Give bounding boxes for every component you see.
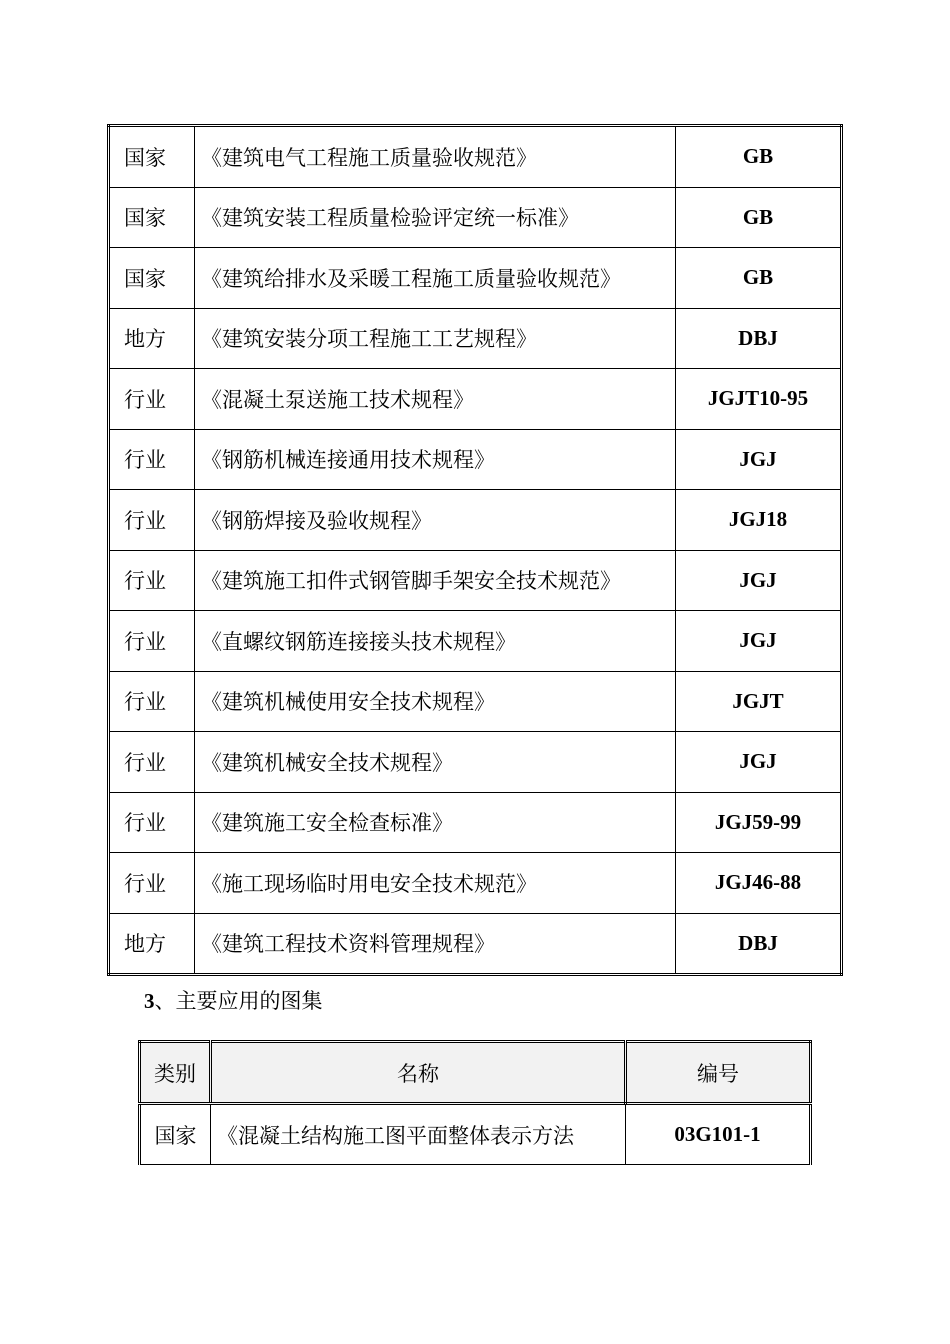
- cell-code: JGJ59-99: [676, 792, 842, 853]
- cell-name: 《建筑电气工程施工质量验收规范》: [195, 126, 676, 188]
- cell-category: 行业: [109, 792, 195, 853]
- cell-name: 《钢筋焊接及验收规程》: [195, 490, 676, 551]
- cell-code: 03G101-1: [626, 1104, 811, 1165]
- cell-code: JGJ18: [676, 490, 842, 551]
- cell-category: 国家: [109, 248, 195, 309]
- section-title: 、主要应用的图集: [154, 989, 323, 1013]
- cell-code: JGJ46-88: [676, 853, 842, 914]
- cell-code: JGJ: [676, 429, 842, 490]
- table-row: [109, 429, 842, 490]
- cell-category: 行业: [109, 732, 195, 793]
- table-row: [109, 308, 842, 369]
- table-row: [109, 369, 842, 430]
- cell-category: 国家: [109, 187, 195, 248]
- table-row: [109, 126, 842, 188]
- cell-name: 《混凝土泵送施工技术规程》: [195, 369, 676, 430]
- atlas-table-header-row: [140, 1042, 811, 1104]
- table-row: [109, 187, 842, 248]
- section-number: 3: [144, 989, 155, 1013]
- header-category: 类别: [140, 1042, 211, 1104]
- cell-name: 《建筑工程技术资料管理规程》: [195, 913, 676, 975]
- cell-code: GB: [676, 248, 842, 309]
- header-code: 编号: [626, 1042, 811, 1104]
- cell-category: 行业: [109, 853, 195, 914]
- cell-category: 行业: [109, 429, 195, 490]
- cell-code: JGJ: [676, 550, 842, 611]
- table-row: [109, 550, 842, 611]
- standards-table-body: [109, 126, 842, 975]
- standards-table: [107, 124, 843, 976]
- atlas-table: [138, 1040, 812, 1165]
- section-heading: [144, 985, 323, 1015]
- cell-name: 《建筑安装分项工程施工工艺规程》: [195, 308, 676, 369]
- cell-name: 《建筑机械使用安全技术规程》: [195, 671, 676, 732]
- cell-code: DBJ: [676, 913, 842, 975]
- cell-name: 《建筑安装工程质量检验评定统一标准》: [195, 187, 676, 248]
- cell-category: 行业: [109, 671, 195, 732]
- table-row: [109, 853, 842, 914]
- table-row: [109, 732, 842, 793]
- cell-name: 《直螺纹钢筋连接接头技术规程》: [195, 611, 676, 672]
- cell-code: JGJ: [676, 732, 842, 793]
- cell-code: GB: [676, 126, 842, 188]
- cell-category: 行业: [109, 611, 195, 672]
- cell-name: 《建筑施工扣件式钢管脚手架安全技术规范》: [195, 550, 676, 611]
- table-row: [109, 792, 842, 853]
- table-row: [140, 1104, 811, 1165]
- cell-code: JGJT: [676, 671, 842, 732]
- header-name: 名称: [211, 1042, 626, 1104]
- atlas-table-body: [140, 1104, 811, 1165]
- cell-category: 国家: [140, 1104, 211, 1165]
- table-row: [109, 611, 842, 672]
- cell-category: 行业: [109, 369, 195, 430]
- cell-name: 《混凝土结构施工图平面整体表示方法: [211, 1104, 626, 1165]
- table-row: [109, 913, 842, 975]
- cell-code: GB: [676, 187, 842, 248]
- table-row: [109, 248, 842, 309]
- cell-name: 《建筑给排水及采暖工程施工质量验收规范》: [195, 248, 676, 309]
- cell-code: JGJT10-95: [676, 369, 842, 430]
- cell-category: 行业: [109, 490, 195, 551]
- table-row: [109, 490, 842, 551]
- cell-code: JGJ: [676, 611, 842, 672]
- cell-category: 地方: [109, 913, 195, 975]
- cell-category: 国家: [109, 126, 195, 188]
- table-row: [109, 671, 842, 732]
- cell-code: DBJ: [676, 308, 842, 369]
- cell-name: 《建筑机械安全技术规程》: [195, 732, 676, 793]
- cell-category: 行业: [109, 550, 195, 611]
- cell-name: 《施工现场临时用电安全技术规范》: [195, 853, 676, 914]
- cell-name: 《建筑施工安全检查标准》: [195, 792, 676, 853]
- cell-name: 《钢筋机械连接通用技术规程》: [195, 429, 676, 490]
- cell-category: 地方: [109, 308, 195, 369]
